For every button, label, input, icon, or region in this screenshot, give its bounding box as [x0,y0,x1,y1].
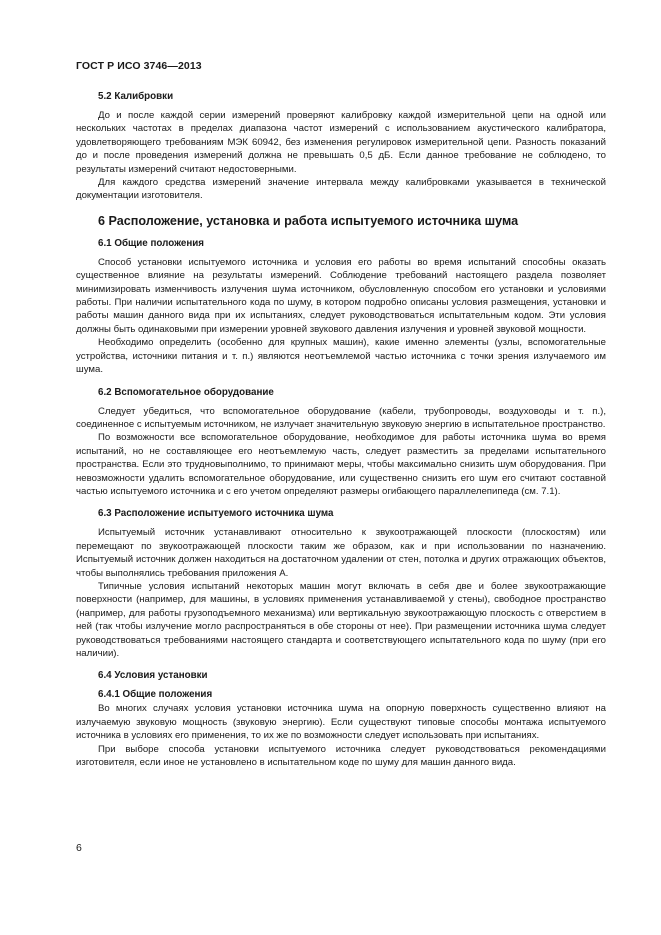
document-header: ГОСТ Р ИСО 3746—2013 [76,60,202,72]
paragraph: Необходимо определить (особенно для крупных машин), какие именно элементы (узлы, вспомогательные устройства, источники питания и т. п.) являются неотъемлемой частью источника с точки зрения излучаемого им шума. [76,337,606,376]
paragraph: При выборе способа установки испытуемого источника следует руководствоваться рекомендациями изготовителя, если иное не установлено в испытательном коде по шуму для машин данного вида. [76,743,606,769]
section-6-heading: 6 Расположение, установка и работа испытуемого источника шума [98,213,519,228]
section-5-2-heading: 5.2 Калибровки [98,91,174,102]
paragraph: Во многих случаях условия установки источника шума на опорную поверхность существенно влияют на излучаемую звуковую мощность (звуковую энергию). Если существуют типовые способы монтажа испытуемого источника в условиях его применения, то их же по возможности следует использовать при испытаниях. [76,703,606,742]
paragraph: Типичные условия испытаний некоторых машин могут включать в себя две и более звукоотражающие поверхности (например, для машины, в условиях применения устанавливаемой у стены), свободное пространство (например, для работы грузоподъемного механизма) или вертикальную звукоотражающую плоскость с отверстием в ней (так чтобы излучение могло распространяться в обе стороны от нее). При размещении источника шума следует руководствоваться требованиями настоящего стандарта и соответствующего испытательного кода по шуму (при его наличии). [76,580,606,659]
page-content [76,90,606,769]
paragraph: Следует убедиться, что вспомогательное оборудование (кабели, трубопроводы, воздуховоды и т. п.), соединенное с испытуемым источником, не излучает значительную звуковую энергию в испытательное пространство. [76,405,606,430]
paragraph: Способ установки испытуемого источника и условия его работы во время испытаний способны оказать существенное влияние на результаты измерений. Соблюдение требований настоящего раздела позволяет минимизировать изменчивость излучения шума источником, обусловленную способом его установки и условиями работы. При наличии испытательного кода по шуму, в котором подробно описаны условия размещения, установки и работы машин данного вида при их испытаниях, следует руководствоваться испытательным кодом. Эти условия должны быть одинаковыми при измерении уровней звукового давления излучения и уровней звуковой мощности. [76,256,606,335]
section-6-1-heading: 6.1 Общие положения [98,237,205,249]
paragraph: Испытуемый источник устанавливают относительно к звукоотражающей плоскости (плоскостям) или перемещают по звукоотражающей плоскости таким же образом, как и при использовании по назначению. Испытуемый источник должен находиться на достаточном удалении от стен, потолка и других отражающих объектов, чтобы выполнялись требования приложения А. [76,527,606,579]
paragraph: До и после каждой серии измерений проверяют калибровку каждой измерительной цепи на одной или нескольких частотах в пределах диапазона частот измерений с использованием акустического калибратора, удовлетворяющего требованиям МЭК 60942, без изменения регулировок измерительной цепи. Разность показаний до и после проведения измерений должна не превышать 0,5 дБ. Если данное требование не соблюдено, то результаты измерений считают недостоверными. [76,110,606,175]
page-number: 6 [76,842,82,854]
section-6-4-1-heading: 6.4.1 Общие положения [98,689,213,701]
paragraph: Для каждого средства измерений значение интервала между калибровками указывается в технической документации изготовителя. [76,177,606,202]
section-6-3-heading: 6.3 Расположение испытуемого источника шума [98,508,334,520]
paragraph: По возможности все вспомогательное оборудование, необходимое для работы источника шума во время испытаний, но не составляющее его неотъемлемую часть, следует разместить за пределами испытательного пространства. Если это трудновыполнимо, то принимают меры, чтобы максимально снизить шум оборудования. При невозможности удалить вспомогательное оборудование, или существенно снизить его шум его считают составной частью испытуемого источника и с его учетом определяют размеры огибающего параллелепипеда (см. 7.1). [76,432,606,497]
section-6-4-heading: 6.4 Условия установки [98,670,208,682]
section-6-2-heading: 6.2 Вспомогательное оборудование [98,386,274,398]
